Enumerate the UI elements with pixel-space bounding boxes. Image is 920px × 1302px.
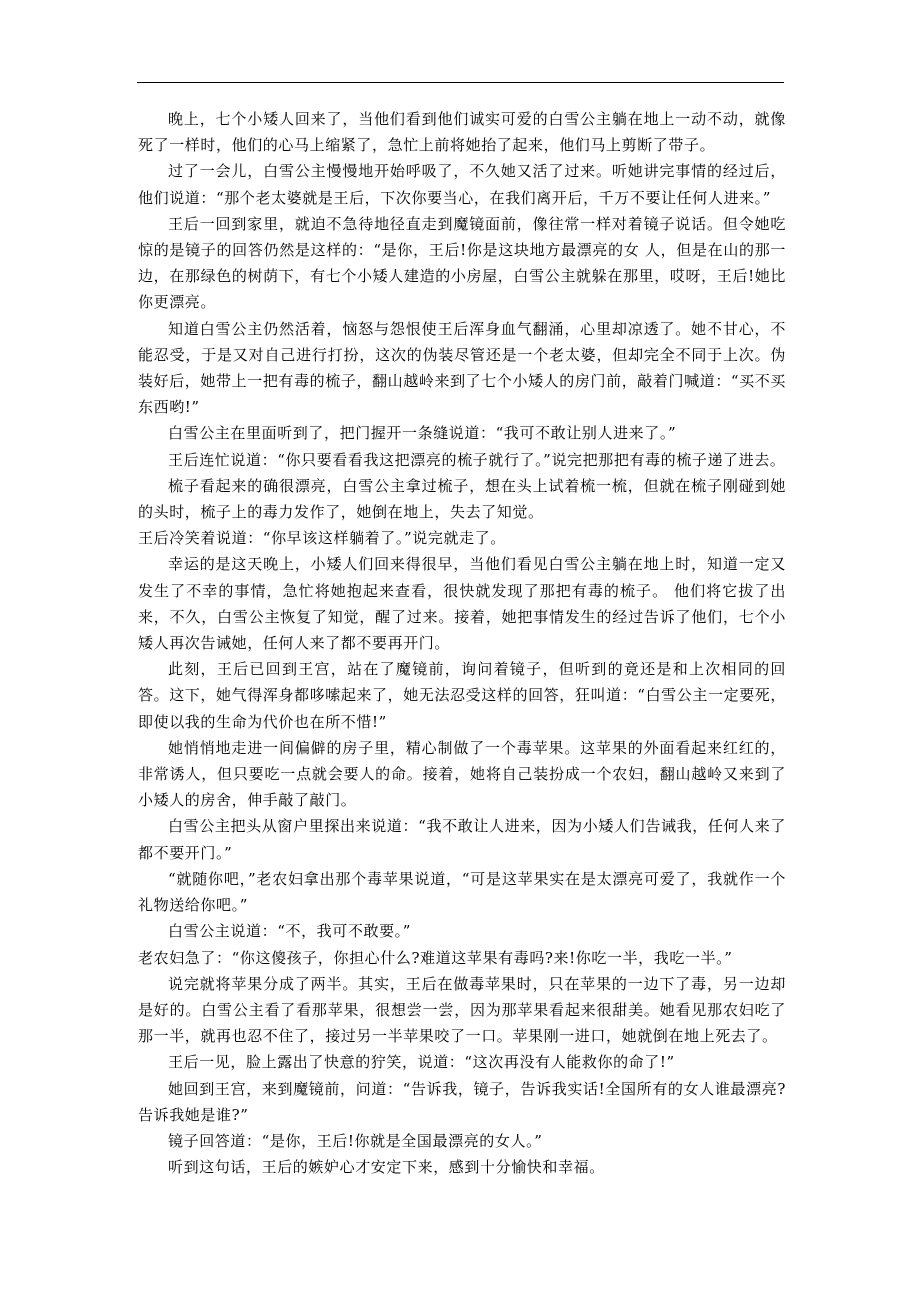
paragraph-12: 白雪公主把头从窗户里探出来说道：“我不敢让人进来，因为小矮人们告诫我，任何人来了都不要开门。” (138, 817, 786, 862)
paragraph-16: 说完就将苹果分成了两半。其实，王后在做毒苹果时，只在苹果的一边下了毒，另一边却是好的。白雪公主看了看那苹果，很想尝一尝，因为那苹果看起来很甜美。她看见那农妇吃了那一半，就再也忍不住了，接过另一半苹果咬了一口。苹果刚一进口，她就倒在地上死去了。 (138, 974, 786, 1046)
header-rule (137, 82, 784, 83)
paragraph-8: 王后冷笑着说道：“你早该这样躺着了。”说完就走了。 (138, 529, 506, 548)
paragraph-10: 此刻，王后已回到王宫，站在了魔镜前，询问着镜子，但听到的竟还是和上次相同的回答。这下，她气得浑身都哆嗦起来了，她无法忍受这样的回答，狂叫道：“白雪公主一定要死，即使以我的生命为代价也在所不惜!” (138, 660, 786, 731)
paragraph-20: 听到这句话，王后的嫉妒心才安定下来，感到十分愉快和幸福。 (168, 1158, 605, 1177)
paragraph-2: 过了一会儿，白雪公主慢慢地开始呼吸了，不久她又活了过来。听她讲完事情的经过后，他们说道：“那个老太婆就是王后，下次你要当心，在我们离开后，千万不要让任何人进来。” (138, 162, 786, 207)
paragraph-5: 白雪公主在里面听到了，把门握开一条缝说道：“我可不敢让别人进来了。” (168, 424, 677, 443)
paragraph-11: 她悄悄地走进一间偏僻的房子里，精心制做了一个毒苹果。这苹果的外面看起来红红的，非常诱人，但只要吃一点就会要人的命。接着，她将自己装扮成一个农妇，翻山越岭又来到了小矮人的房舍，伸手敲了敲门。 (138, 738, 786, 810)
paragraph-6: 王后连忙说道：“你只要看看我这把漂亮的梳子就行了。”说完把那把有毒的梳子递了进去。 (168, 450, 786, 469)
paragraph-18: 她回到王宫，来到魔镜前，问道：“告诉我，镜子，告诉我实话!全国所有的女人谁最漂亮?告诉我她是谁?” (138, 1079, 786, 1124)
paragraph-9: 幸运的是这天晚上，小矮人们回来得很早，当他们看见白雪公主躺在地上时，知道一定又发生了不幸的事情，急忙将她抱起来查看，很快就发现了那把有毒的梳子。 他们将它拔了出来，不久，白雪公主恢复了知觉，醒了过来。接着，她把事情发生的经过告诉了他们，七个小矮人再次告诫她，任何人来了都不要再开门。 (138, 555, 786, 653)
paragraph-19: 镜子回答道：“是你，王后!你就是全国最漂亮的女人。” (168, 1131, 543, 1150)
paragraph-4: 知道白雪公主仍然活着，恼怒与怨恨使王后浑身血气翻涌，心里却凉透了。她不甘心，不能忍受，于是又对自己进行打扮，这次的伪装尽管还是一个老太婆，但却完全不同于上次。伪装好后，她带上一把有毒的梳子，翻山越岭来到了七个小矮人的房门前，敲着门喊道：“买不买东西哟!” (138, 319, 786, 417)
paragraph-15: 老农妇急了：“你这傻孩子，你担心什么?难道这苹果有毒吗?来!你吃一半，我吃一半。” (138, 948, 733, 967)
paragraph-7: 梳子看起来的确很漂亮，白雪公主拿过梳子，想在头上试着梳一梳，但就在梳子刚碰到她的头时，梳子上的毒力发作了，她倒在地上，失去了知觉。 (138, 476, 786, 522)
paragraph-13: “就随你吧，”老农妇拿出那个毒苹果说道，“可是这苹果实在是太漂亮可爱了，我就作一个礼物送给你吧。” (138, 869, 786, 915)
paragraph-1: 晚上，七个小矮人回来了，当他们看到他们诚实可爱的白雪公主躺在地上一动不动，就像死了一样时，他们的心马上缩紧了，急忙上前将她抬了起来，他们马上剪断了带子。 (138, 110, 786, 155)
story-body (138, 106, 786, 1180)
paragraph-14: 白雪公主说道：“不，我可不敢要。” (168, 922, 412, 941)
paragraph-17: 王后一见，脸上露出了快意的狞笑，说道：“这次再没有人能救你的命了!” (168, 1053, 675, 1072)
paragraph-3: 王后一回到家里，就迫不急待地径直走到魔镜面前，像往常一样对着镜子说话。但令她吃惊的是镜子的回答仍然是这样的：“是你，王后!你是这块地方最漂亮的女 人，但是在山的那一边，在那绿色的树荫下，有七个小矮人建造的小房屋，白雪公主就躲在那里，哎呀，王后!她比你更漂亮。 (138, 214, 786, 312)
